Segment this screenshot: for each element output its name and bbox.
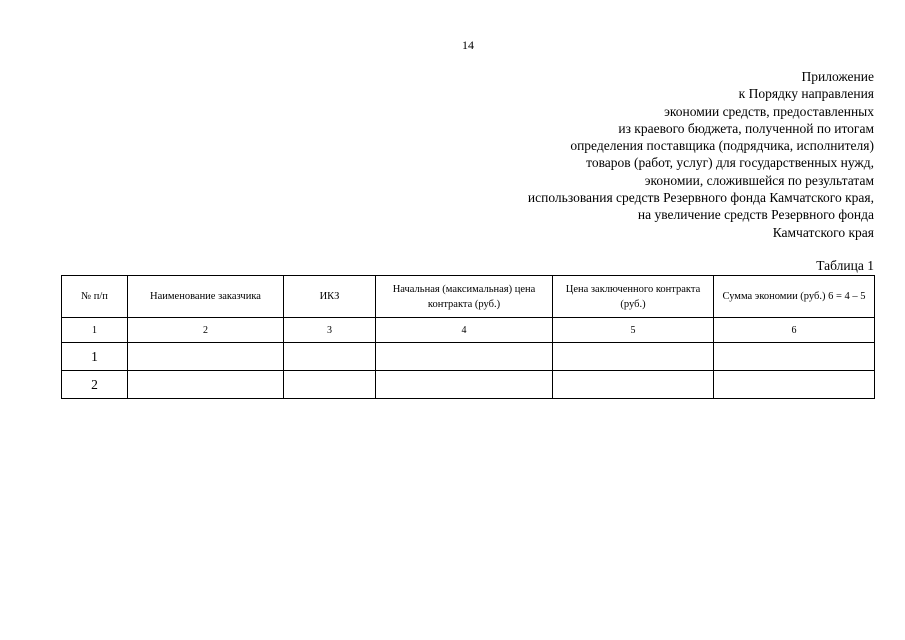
appendix-header	[274, 68, 874, 241]
table-cell	[284, 371, 376, 399]
header-savings-sum: Сумма экономии (руб.) 6 = 4 – 5	[714, 276, 875, 318]
appendix-line: из краевого бюджета, полученной по итогам	[618, 120, 874, 136]
table-cell: 2	[62, 371, 128, 399]
appendix-line: определения поставщика (подрядчика, исполнителя)	[570, 138, 874, 154]
table-header-row	[62, 276, 875, 318]
column-number: 5	[553, 318, 714, 343]
column-number: 3	[284, 318, 376, 343]
column-number: 4	[376, 318, 553, 343]
appendix-line: экономии средств, предоставленных	[664, 103, 874, 119]
header-contract-price: Цена заключенного контракта (руб.)	[553, 276, 714, 318]
table-cell	[553, 343, 714, 371]
savings-table	[61, 275, 875, 399]
table-cell	[284, 343, 376, 371]
table-cell	[376, 371, 553, 399]
header-ikz: ИКЗ	[284, 276, 376, 318]
header-customer-name: Наименование заказчика	[128, 276, 284, 318]
appendix-line: Камчатского края	[772, 224, 874, 240]
table-row	[62, 343, 875, 371]
table-cell	[128, 343, 284, 371]
column-number: 2	[128, 318, 284, 343]
table-row	[62, 371, 875, 399]
appendix-line: товаров (работ, услуг) для государственных нужд,	[586, 155, 874, 171]
page-number: 14	[462, 38, 474, 52]
column-number-row	[62, 318, 875, 343]
table-cell	[553, 371, 714, 399]
header-initial-price: Начальная (максимальная) цена контракта (руб.)	[376, 276, 553, 318]
table-cell	[714, 371, 875, 399]
appendix-line: Приложение	[801, 69, 874, 84]
table-cell: 1	[62, 343, 128, 371]
table-cell	[714, 343, 875, 371]
table-label: Таблица 1	[816, 258, 874, 273]
appendix-line: к Порядку направления	[738, 86, 874, 102]
table-cell	[128, 371, 284, 399]
appendix-line: на увеличение средств Резервного фонда	[637, 207, 874, 223]
table-cell	[376, 343, 553, 371]
column-number: 1	[62, 318, 128, 343]
appendix-line: экономии, сложившейся по результатам	[644, 172, 874, 188]
appendix-line: использования средств Резервного фонда Камчатского края,	[527, 190, 874, 206]
header-row-number: № п/п	[62, 276, 128, 318]
column-number: 6	[714, 318, 875, 343]
